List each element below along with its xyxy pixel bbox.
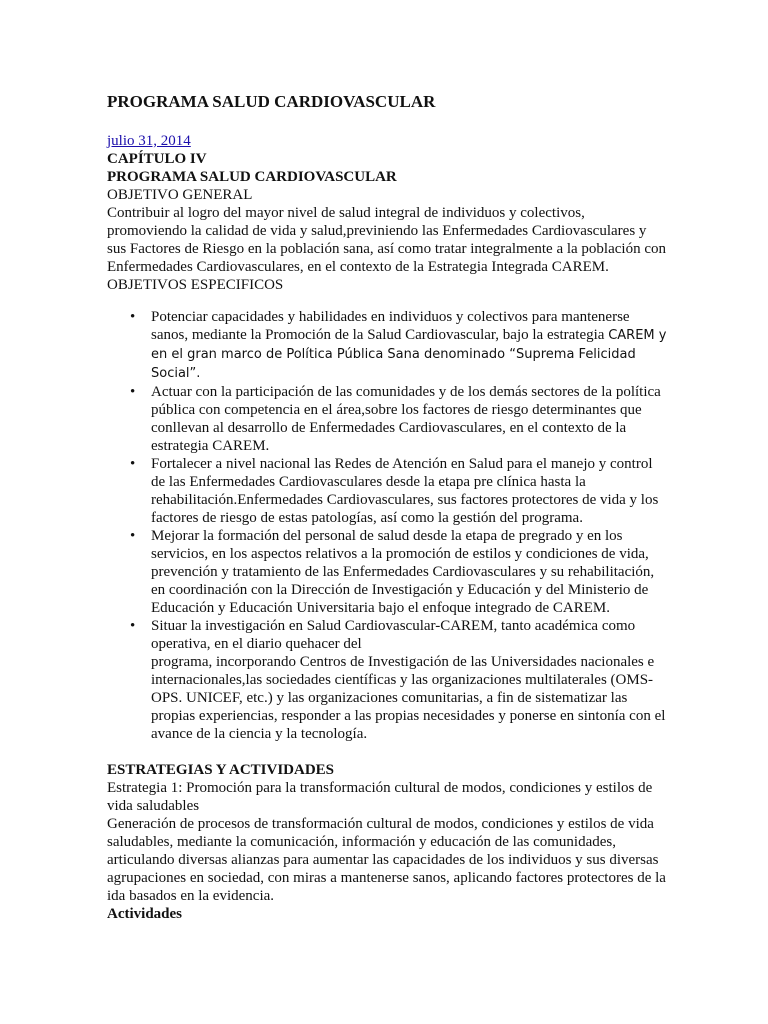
objective-text: Potenciar capacidades y habilidades en individuos y colectivos para mantenerse sanos, mediante la Promoción de la Salud Cardiovascular, bajo la estrategia [151,309,630,343]
objective-text: Actuar con la participación de las comunidades y de los demás sectores de la política pública con competencia en el área,sobre los factores de riesgo determinantes que conllevan al desarrollo de Enfermedades Cardiovasculares, en el contexto de la estrategia CAREM. [151,384,661,454]
list-item [151,617,667,743]
objective-text: Situar la investigación en Salud Cardiovascular-CAREM, tanto académica como operativa, en el diario quehacer del [151,618,636,652]
general-objective-heading: OBJETIVO GENERAL [107,187,253,203]
activities-heading: Actividades [107,906,182,922]
objective-text: Mejorar la formación del personal de salud desde la etapa de pregrado y en los servicios, en los aspectos relativos a la promoción de estilos y condiciones de vida, prevención y tratamiento de las Enfermedades Cardiovasculares y su rehabilitación, en coordinación con la Dirección de Investigación y Educación y del Ministerio de Educación y Educación Universitaria bajo el enfoque integrado de CAREM. [151,528,655,616]
list-item [151,308,667,383]
document-body [107,88,667,923]
list-item [151,527,667,617]
specific-objectives-heading: OBJETIVOS ESPECIFICOS [107,277,284,293]
chapter-label: CAPÍTULO IV [107,151,207,167]
chapter-title: PROGRAMA SALUD CARDIOVASCULAR [107,169,397,185]
strategy1-text: Generación de procesos de transformación cultural de modos, condiciones y estilos de vida saludables, mediante la comunicación, información y educación de las comunidades, articulando diversas alianzas para aumentar las capacidades de los individuos y sus diversas agrupaciones en sociedad, con miras a mantenerse sanos, aplicando factores protectores de la ida basados en la evidencia. [107,816,666,904]
objectives-list [107,308,667,743]
objective-text-continued: programa, incorporando Centros de Investigación de las Universidades nacionales e internacionales,las sociedades científicas y las organizaciones multilaterales (OMS-OPS. UNICEF, etc.) y las organizaciones comunitarias, a fin de sistematizar las propias experiencias, responder a las propias necesidades y ponerse en sintonía con el avance de la ciencia y la tecnología. [151,654,666,742]
page-title: PROGRAMA SALUD CARDIOVASCULAR [107,92,436,111]
objective-text-alt-font: CAREM y en el gran marco de Política Pública Sana denominado “Suprema Felicidad Social”. [151,328,667,381]
strategy1-title: Estrategia 1: Promoción para la transformación cultural de modos, condiciones y estilos de vida saludables [107,780,653,814]
date-link[interactable]: julio 31, 2014 [107,133,191,149]
general-objective-text: Contribuir al logro del mayor nivel de salud integral de individuos y colectivos, promoviendo la calidad de vida y salud,previniendo las Enfermedades Cardiovasculares y sus Factores de Riesgo en la población sana, así como tratar integralmente a la población con Enfermedades Cardiovasculares, en el contexto de la Estrategia Integrada CAREM. [107,205,666,275]
strategies-heading: ESTRATEGIAS Y ACTIVIDADES [107,762,335,778]
list-item [151,455,667,527]
list-item [151,383,667,455]
objective-text: Fortalecer a nivel nacional las Redes de Atención en Salud para el manejo y control de las Enfermedades Cardiovasculares desde la etapa pre clínica hasta la rehabilitación.Enfermedades Cardiovasculares, sus factores protectores de vida y los factores de riesgo de estas patologías, así como la gestión del programa. [151,456,659,526]
